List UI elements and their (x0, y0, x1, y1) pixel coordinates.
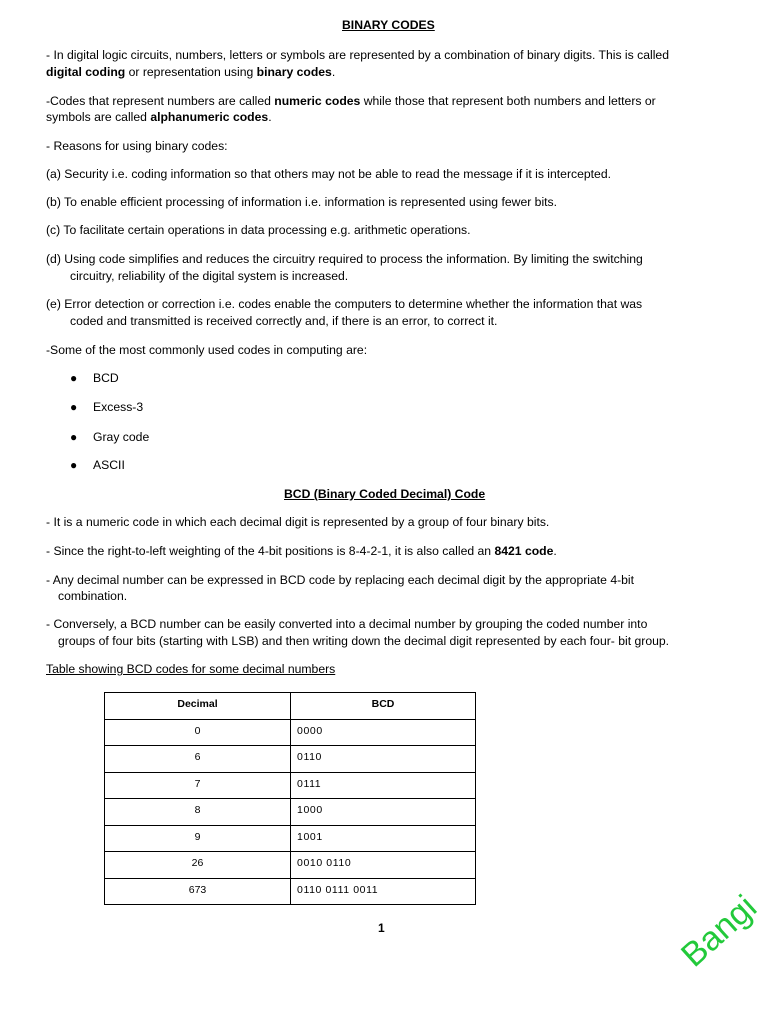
intro-paragraph-1-line-1: - In digital logic circuits, numbers, letters or symbols are represented by a combination of binary digits. This is called (46, 48, 669, 62)
term-8421-code: 8421 code (494, 544, 554, 558)
decimal-cell: 7 (105, 772, 291, 799)
table-row (105, 852, 476, 879)
page-title: BINARY CODES (342, 18, 435, 32)
bcd-statement-1: - It is a numeric code in which each decimal digit is represented by a group of four binary bits. (46, 515, 550, 529)
decimal-cell: 8 (105, 799, 291, 826)
bcd-section-heading: BCD (Binary Coded Decimal) Code (284, 487, 486, 501)
bcd-table (104, 692, 476, 905)
decimal-cell: 0 (105, 719, 291, 746)
column-header-bcd: BCD (291, 693, 476, 720)
text-segment: symbols are called (46, 110, 151, 124)
code-list-item: BCD (93, 371, 119, 385)
text-segment: - Since the right-to-left weighting of the 4-bit positions is 8-4-2-1, it is also called an (46, 544, 495, 558)
text-segment: . (268, 110, 272, 124)
bcd-statement-4-line-2: groups of four bits (starting with LSB) and then writing down the decimal digit represented by each four- bit group. (58, 634, 670, 648)
table-row (105, 746, 476, 773)
term-alphanumeric-codes: alphanumeric codes (150, 110, 269, 124)
reason-a: (a) Security i.e. coding information so that others may not be able to read the message if it is intercepted. (46, 167, 611, 181)
table-row (105, 719, 476, 746)
bcd-cell: 0111 (291, 772, 476, 799)
bcd-cell: 1001 (291, 825, 476, 852)
reasons-heading: - Reasons for using binary codes: (46, 139, 228, 153)
bcd-cell: 0010 0110 (291, 852, 476, 879)
page-number: 1 (378, 921, 385, 935)
code-list-item: Gray code (93, 430, 150, 444)
watermark-stamp: Bangi (674, 888, 765, 975)
text-segment: while those that represent both numbers and letters or (360, 94, 656, 108)
reason-e-line-2: coded and transmitted is received correctly and, if there is an error, to correct it. (70, 314, 498, 328)
intro-paragraph-2-line-2 (46, 109, 272, 126)
bullet-icon: ● (70, 400, 78, 414)
intro-paragraph-2-line-1 (46, 93, 656, 110)
table-row (105, 799, 476, 826)
reason-e-line-1: (e) Error detection or correction i.e. codes enable the computers to determine whether the information that was (46, 297, 643, 311)
intro-paragraph-1-line-2 (46, 64, 335, 81)
term-digital-coding: digital coding (46, 65, 126, 79)
table-row (105, 878, 476, 905)
text-segment: or representation using (125, 65, 257, 79)
text-segment: . (553, 544, 557, 558)
decimal-cell: 26 (105, 852, 291, 879)
column-header-decimal: Decimal (105, 693, 291, 720)
reason-b: (b) To enable efficient processing of information i.e. information is represented using fewer bits. (46, 195, 558, 209)
bullet-icon: ● (70, 371, 78, 385)
bcd-cell: 0000 (291, 719, 476, 746)
table-caption: Table showing BCD codes for some decimal numbers (46, 662, 336, 676)
table-row (105, 825, 476, 852)
bcd-statement-3-line-2: combination. (58, 589, 128, 603)
text-segment: -Codes that represent numbers are called (46, 94, 275, 108)
term-numeric-codes: numeric codes (274, 94, 361, 108)
reason-d-line-1: (d) Using code simplifies and reduces the circuitry required to process the information. By limiting the switching (46, 252, 643, 266)
bullet-icon: ● (70, 458, 78, 472)
bcd-cell: 1000 (291, 799, 476, 826)
bcd-statement-3-line-1: - Any decimal number can be expressed in BCD code by replacing each decimal digit by the appropriate 4-bit (46, 573, 635, 587)
decimal-cell: 673 (105, 878, 291, 905)
decimal-cell: 6 (105, 746, 291, 773)
common-codes-heading: -Some of the most commonly used codes in computing are: (46, 343, 368, 357)
code-list-item: ASCII (93, 458, 125, 472)
text-segment: . (331, 65, 336, 79)
table-header-row (105, 693, 476, 720)
table-row (105, 772, 476, 799)
term-binary-codes: binary codes (256, 65, 332, 79)
bullet-icon: ● (70, 430, 78, 444)
reason-d-line-2: circuitry, reliability of the digital system is increased. (70, 269, 349, 283)
bcd-statement-4-line-1: - Conversely, a BCD number can be easily converted into a decimal number by grouping the coded number into (46, 617, 648, 631)
bcd-cell: 0110 0111 0011 (291, 878, 476, 905)
reason-c: (c) To facilitate certain operations in data processing e.g. arithmetic operations. (46, 223, 471, 237)
decimal-cell: 9 (105, 825, 291, 852)
code-list-item: Excess-3 (93, 400, 144, 414)
bcd-statement-2 (46, 543, 557, 560)
bcd-cell: 0110 (291, 746, 476, 773)
